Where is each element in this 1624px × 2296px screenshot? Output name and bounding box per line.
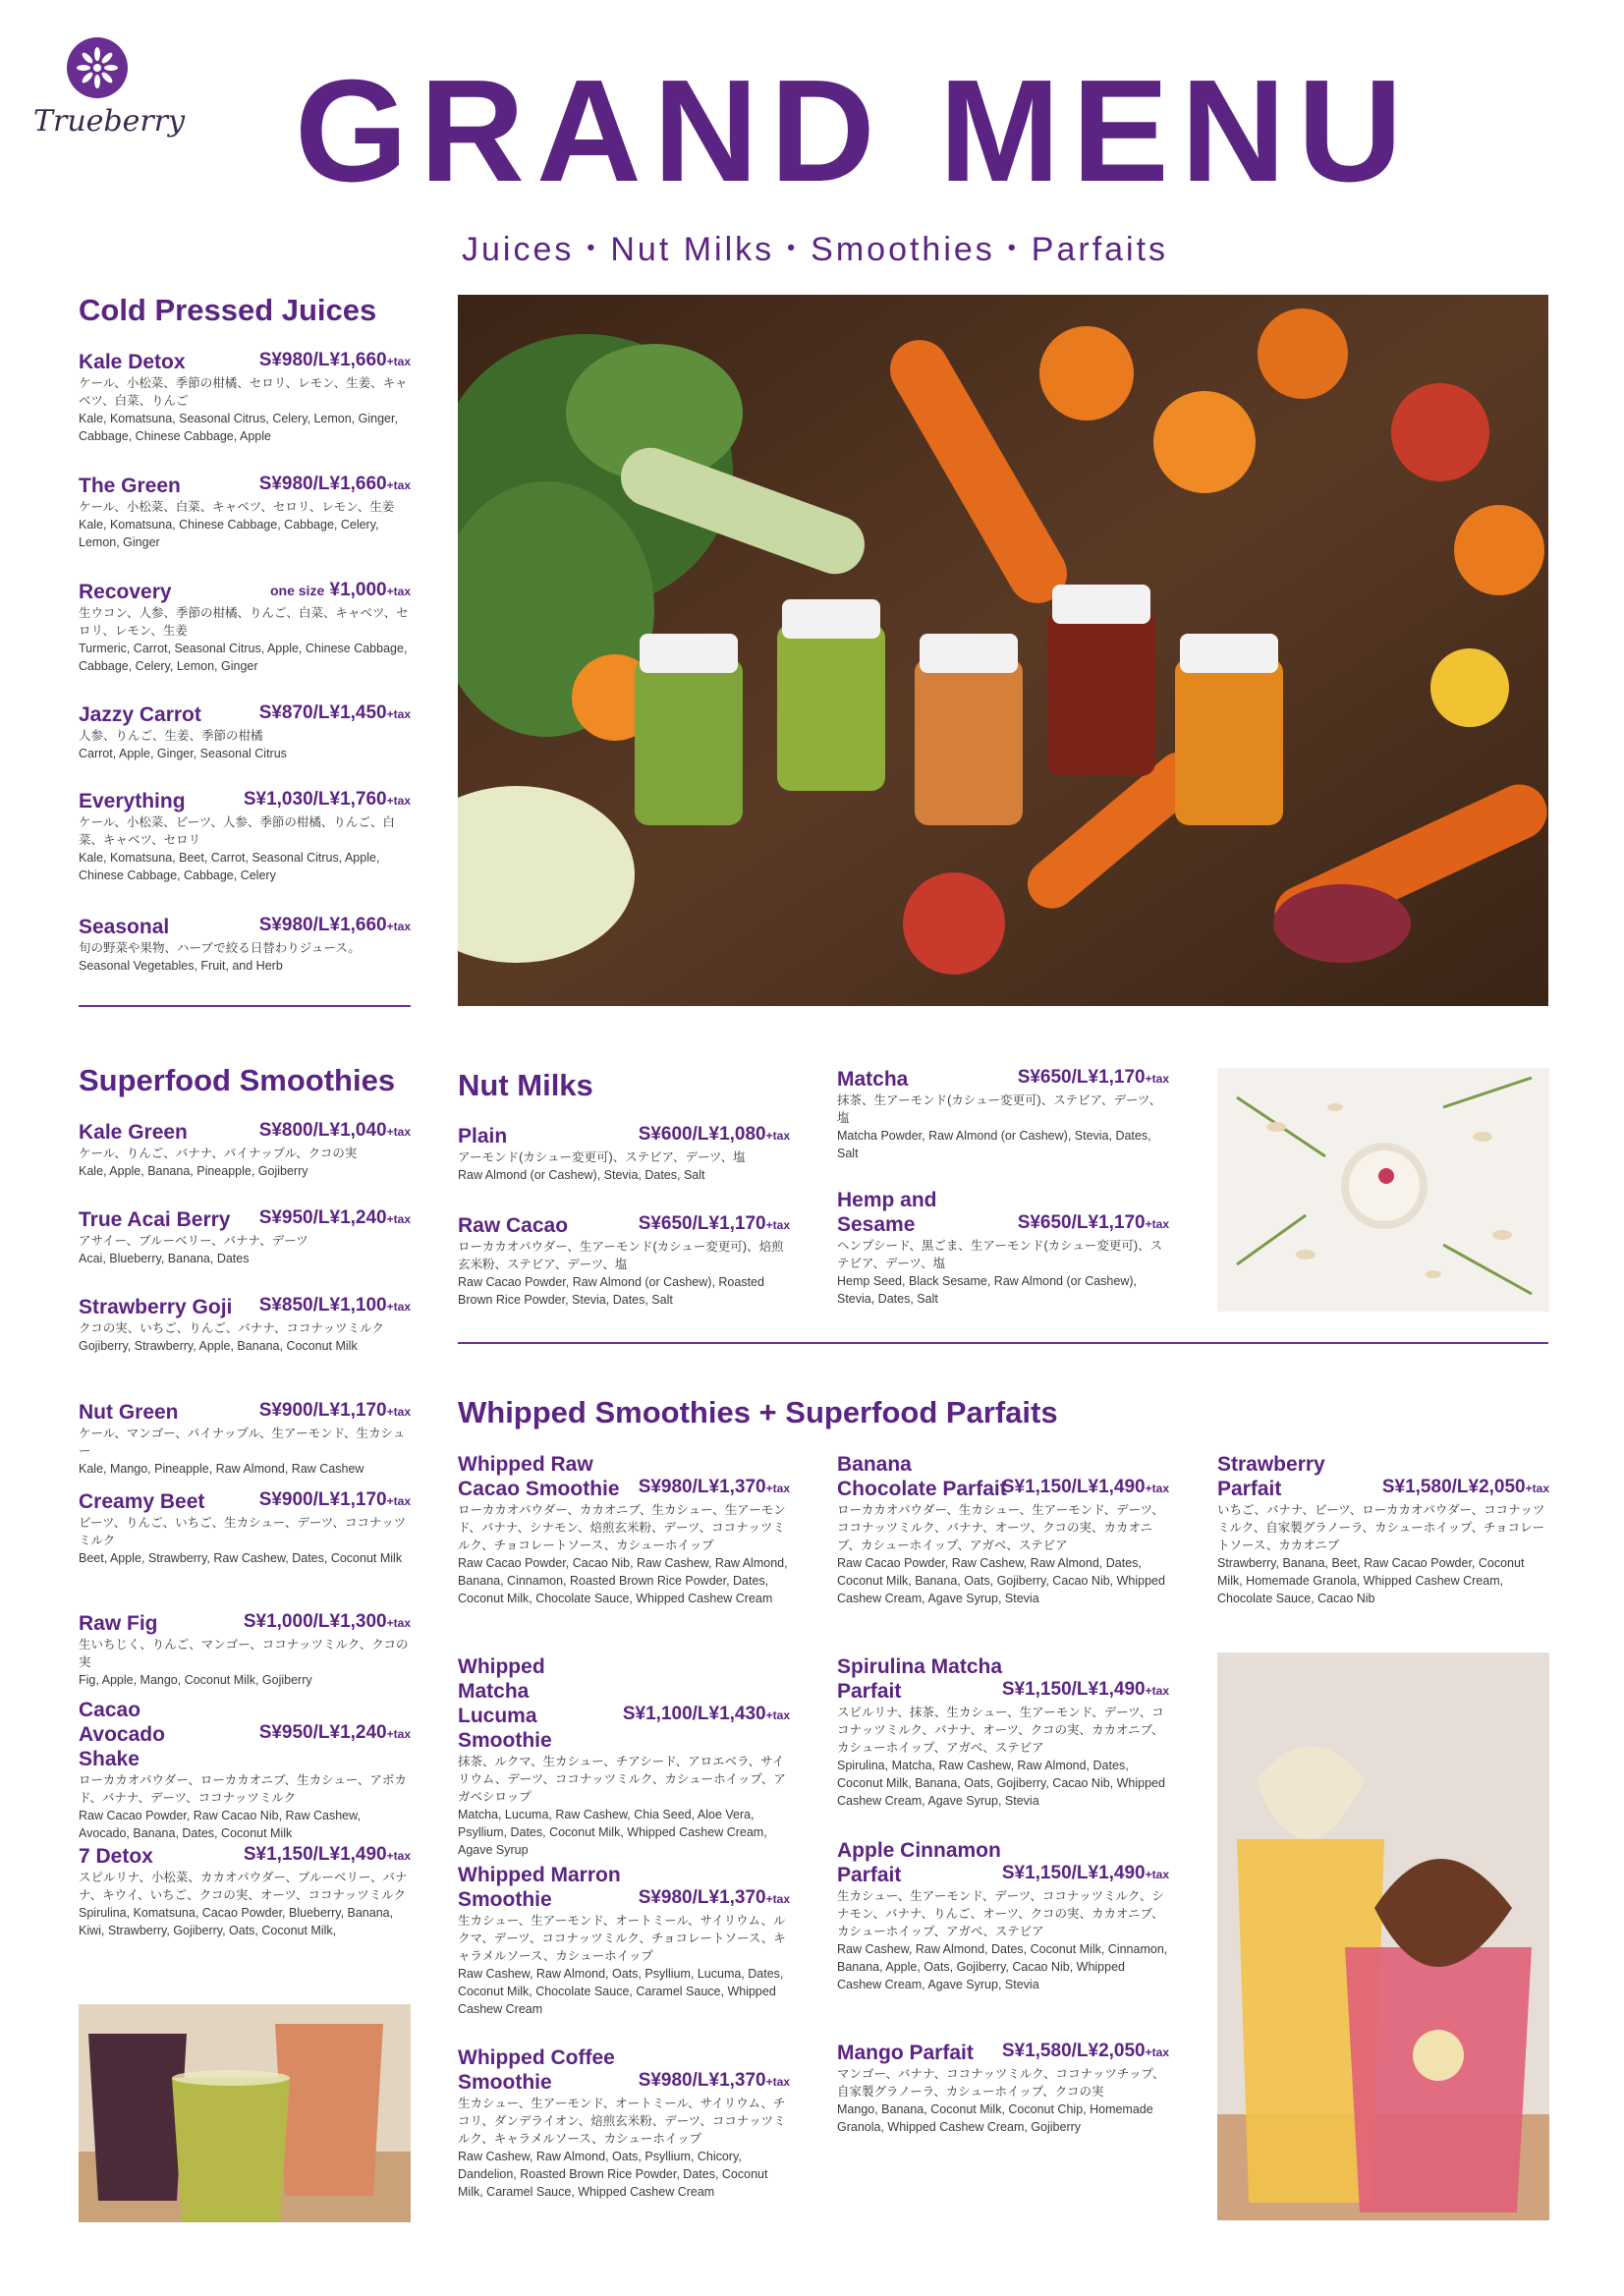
menu-item [79,915,411,975]
item-ingredients-jp: マンゴー、バナナ、ココナッツミルク、ココナッツチップ、自家製グラノーラ、カシューホイップ、クコの実 [837,2067,1165,2099]
item-ingredients-en: Carrot, Apple, Ginger, Seasonal Citrus [79,747,287,760]
item-ingredients-en: Gojiberry, Strawberry, Apple, Banana, Coconut Milk [79,1339,358,1353]
menu-item [79,1844,411,1939]
divider [79,1005,411,1007]
juices-title: Cold Pressed Juices [79,293,377,327]
page-title: GRAND MENU [295,50,1415,212]
item-ingredients-jp: 旬の野菜や果物、ハーブで絞る日替わりジュース。 [79,941,361,955]
whipped-title: Whipped Smoothies + Superfood Parfaits [458,1395,1058,1429]
item-ingredients-en: Raw Cacao Powder, Raw Cacao Nib, Raw Cashew, Avocado, Banana, Dates, Coconut Milk [79,1809,361,1840]
item-price: S¥650/L¥1,170+tax [1017,1067,1169,1088]
item-name: Cacao Avocado Shake [79,1699,165,1770]
item-price: S¥1,150/L¥1,490+tax [1001,1477,1169,1497]
item-ingredients-en: Kale, Apple, Banana, Pineapple, Gojiberry [79,1164,308,1178]
item-ingredients-en: Matcha, Lucuma, Raw Cashew, Chia Seed, Aloe Vera, Psyllium, Dates, Coconut Milk, Whipped Cashew Cream, Agave Syrup [458,1808,767,1857]
item-ingredients-jp: スピルリナ、小松菜、カカオパウダー、ブルーベリー、バナナ、キウイ、いちご、クコの実、オーツ、ココナッツミルク [79,1871,408,1902]
menu-item [837,1452,1169,1607]
menu-item [458,1124,790,1184]
menu-item [79,474,411,551]
item-name: Strawberry Parfait [1217,1453,1325,1500]
menu-item [79,1120,411,1180]
item-ingredients-en: Acai, Blueberry, Banana, Dates [79,1252,250,1265]
item-ingredients-en: Turmeric, Carrot, Seasonal Citrus, Apple, Chinese Cabbage, Cabbage, Celery, Lemon, Ginger [79,642,408,673]
item-price: S¥980/L¥1,660+tax [258,915,411,935]
item-ingredients-jp: ケール、小松菜、白菜、キャベツ、セロリ、レモン、生姜 [79,500,395,514]
menu-item [79,702,411,762]
item-ingredients-en: Beet, Apple, Strawberry, Raw Cashew, Dates, Coconut Milk [79,1551,403,1565]
item-name: Nut Green [79,1401,179,1424]
item-name: Creamy Beet [79,1490,205,1513]
menu-item [458,2045,790,2201]
menu-item [79,1698,411,1842]
item-price: S¥900/L¥1,170+tax [258,1400,411,1421]
item-price: S¥650/L¥1,170+tax [638,1213,790,1234]
item-ingredients-jp: スピルリナ、抹茶、生カシュー、生アーモンド、デーツ、ココナッツミルク、バナナ、オーツ、クコの実、カカオニブ、カシューホイップ、アガベ、ステビア [837,1706,1164,1755]
item-ingredients-jp: ケール、りんご、バナナ、パイナップル、クコの実 [79,1147,358,1160]
item-ingredients-jp: ケール、小松菜、季節の柑橘、セロリ、レモン、生姜、キャベツ、白菜、りんご [79,376,408,408]
item-ingredients-en: Raw Cashew, Raw Almond, Oats, Psyllium, Chicory, Dandelion, Roasted Brown Rice Powder, Dates, Coconut Milk, Caramel Sauce, Whipped Cashew Cream [458,2150,768,2199]
menu-item [837,2041,1169,2136]
item-name: Hemp and Sesame [837,1189,937,1236]
item-name: Everything [79,790,186,812]
item-price: S¥1,150/L¥1,490+tax [243,1844,411,1865]
item-ingredients-jp: ケール、マンゴー、パイナップル、生アーモンド、生カシュー [79,1427,406,1458]
item-ingredients-jp: 生カシュー、生アーモンド、オートミール、サイリウム、チコリ、ダンデライオン、焙煎玄米粉、デーツ、ココナッツミルク、キャラメルソース、カシューホイップ [458,2097,786,2146]
menu-item [458,1452,790,1607]
smoothies-title: Superfood Smoothies [79,1063,396,1097]
item-name: Raw Fig [79,1612,158,1635]
item-ingredients-jp: ケール、小松菜、ビーツ、人参、季節の柑橘、りんご、白菜、キャベツ、セロリ [79,815,395,847]
item-ingredients-jp: 生ウコン、人参、季節の柑橘、りんご、白菜、キャベツ、セロリ、レモン、生姜 [79,606,409,638]
item-name: Matcha [837,1068,909,1091]
item-price: S¥850/L¥1,100+tax [258,1295,411,1316]
item-name: True Acai Berry [79,1208,231,1231]
item-ingredients-jp: 生カシュー、生アーモンド、デーツ、ココナッツミルク、シナモン、バナナ、りんご、オーツ、クコの実、カカオニブ、カシューホイップ、アガベ、ステビア [837,1889,1164,1938]
item-ingredients-jp: ローカカオパウダー、生アーモンド(カシュー変更可)、焙煎玄米粉、ステビア、デーツ、塩 [458,1240,784,1271]
item-name: 7 Detox [79,1845,153,1868]
smoothie-cups-photo [79,2004,411,2222]
menu-item [458,1863,790,2018]
item-price: S¥1,030/L¥1,760+tax [243,789,411,810]
item-name: Kale Detox [79,351,186,373]
item-price: S¥650/L¥1,170+tax [1017,1212,1169,1233]
item-name: Spirulina Matcha Parfait [837,1655,1003,1703]
item-ingredients-jp: ローカカオパウダー、カカオニブ、生カシュー、生アーモンド、バナナ、シナモン、焙煎玄米粉、デーツ、ココナッツミルク、チョコレートソース、カシューホイップ [458,1503,786,1552]
page-subtitle: Juices・Nut Milks・Smoothies・Parfaits [462,231,1169,268]
item-ingredients-jp: アーモンド(カシュー変更可)、ステビア、デーツ、塩 [458,1150,746,1164]
item-name: Raw Cacao [458,1214,569,1237]
item-name: Whipped Raw Cacao Smoothie [458,1453,620,1500]
item-ingredients-jp: いちご、バナナ、ビーツ、ローカカオパウダー、ココナッツミルク、自家製グラノーラ、カシューホイップ、チョコレートソース、カカオニブ [1217,1503,1545,1552]
brand-name: Trueberry [33,104,186,139]
item-price: S¥980/L¥1,370+tax [638,1477,790,1497]
item-price: S¥1,580/L¥2,050+tax [1001,2041,1169,2061]
item-price: S¥980/L¥1,370+tax [638,1887,790,1908]
item-price: S¥800/L¥1,040+tax [258,1120,411,1141]
item-price: S¥900/L¥1,170+tax [258,1489,411,1510]
item-name: Mango Parfait [837,2042,974,2064]
item-ingredients-jp: 抹茶、生アーモンド(カシュー変更可)、ステビア、デーツ、塩 [837,1093,1162,1125]
item-ingredients-jp: ヘンプシード、黒ごま、生アーモンド(カシュー変更可)、ステビア、デーツ、塩 [837,1239,1163,1270]
item-ingredients-en: Raw Cacao Powder, Raw Cashew, Raw Almond, Dates, Coconut Milk, Banana, Oats, Gojiberry, Cacao Nib, Whipped Cashew Cream, Agave Syrup, Stevia [837,1556,1165,1605]
item-ingredients-en: Seasonal Vegetables, Fruit, and Herb [79,959,283,973]
menu-item [79,789,411,884]
menu-item [79,1611,411,1689]
menu-item [458,1654,790,1859]
item-ingredients-jp: ローカカオパウダー、生カシュー、生アーモンド、デーツ、ココナッツミルク、バナナ、オーツ、クコの実、カカオニブ、カシューホイップ、アガベ、ステビア [837,1503,1164,1552]
item-ingredients-en: Raw Cashew, Raw Almond, Oats, Psyllium, Lucuma, Dates, Coconut Milk, Chocolate Sauce, Caramel Sauce, Whipped Cashew Cream [458,1967,784,2016]
item-ingredients-en: Strawberry, Banana, Beet, Raw Cacao Powder, Coconut Milk, Homemade Granola, Whipped Cashew Cream, Chocolate Sauce, Cacao Nib [1217,1556,1525,1605]
menu-item [458,1213,790,1309]
item-ingredients-en: Mango, Banana, Coconut Milk, Coconut Chip, Homemade Granola, Whipped Cashew Cream, Gojiberry [837,2102,1153,2134]
nut-milk-photo [1217,1068,1549,1312]
juice-bottles-photo [458,295,1548,1006]
item-price: S¥950/L¥1,240+tax [258,1722,411,1743]
item-ingredients-jp: 生カシュー、生アーモンド、オートミール、サイリウム、ルクマ、デーツ、ココナッツミルク、チョコレートソース、キャラメルソース、カシューホイップ [458,1914,786,1963]
divider [458,1342,1548,1344]
item-name: Strawberry Goji [79,1296,233,1318]
item-ingredients-en: Hemp Seed, Black Sesame, Raw Almond (or Cashew), Stevia, Dates, Salt [837,1274,1137,1306]
nutmilks-title: Nut Milks [458,1068,593,1102]
item-price: S¥950/L¥1,240+tax [258,1207,411,1228]
brand-logo [33,37,186,139]
item-name: Jazzy Carrot [79,703,201,726]
item-ingredients-en: Matcha Powder, Raw Almond (or Cashew), Stevia, Dates, Salt [837,1129,1151,1160]
item-name: Apple Cinnamon Parfait [837,1839,1001,1886]
item-ingredients-jp: ローカカオパウダー、ローカカオニブ、生カシュー、アボカド、バナナ、デーツ、ココナッツミルク [79,1773,407,1805]
flower-icon [67,37,128,98]
item-name: Recovery [79,581,172,603]
menu-item [79,1207,411,1267]
item-name: The Green [79,475,181,497]
item-ingredients-jp: ビーツ、りんご、いちご、生カシュー、デーツ、ココナッツミルク [79,1516,407,1547]
item-price: S¥870/L¥1,450+tax [258,702,411,723]
item-ingredients-jp: 生いちじく、りんご、マンゴー、ココナッツミルク、クコの実 [79,1638,409,1669]
item-name: Whipped Coffee Smoothie [458,2046,615,2094]
menu-item [79,1400,411,1478]
menu-item [79,1489,411,1567]
item-ingredients-jp: 抹茶、ルクマ、生カシュー、チアシード、アロエベラ、サイリウム、デーツ、ココナッツミルク、カシューホイップ、アガベシロップ [458,1755,786,1804]
item-price: S¥980/L¥1,660+tax [258,350,411,370]
item-name: Banana Chocolate Parfait [837,1453,1007,1500]
item-ingredients-en: Spirulina, Komatsuna, Cacao Powder, Blueberry, Banana, Kiwi, Strawberry, Gojiberry, Oats, Coconut Milk, [79,1906,394,1937]
menu-item [837,1067,1169,1162]
item-name: Seasonal [79,916,170,938]
item-ingredients-en: Fig, Apple, Mango, Coconut Milk, Gojiberry [79,1673,312,1687]
item-name: Plain [458,1125,508,1148]
item-ingredients-jp: 人参、りんご、生姜、季節の柑橘 [79,729,263,743]
item-ingredients-en: Raw Cacao Powder, Cacao Nib, Raw Cashew, Raw Almond, Banana, Cinnamon, Roasted Brown Rice Powder, Dates, Coconut Milk, Chocolate Sauce, Whipped Cashew Cream [458,1556,788,1605]
menu-item [79,580,411,675]
item-ingredients-jp: クコの実、いちご、りんご、バナナ、ココナッツミルク [79,1321,384,1335]
menu-item [79,1295,411,1355]
parfait-photo [1217,1652,1549,2220]
item-name: Kale Green [79,1121,188,1144]
item-ingredients-en: Raw Almond (or Cashew), Stevia, Dates, Salt [458,1168,705,1182]
item-ingredients-en: Kale, Mango, Pineapple, Raw Almond, Raw Cashew [79,1462,364,1476]
menu-item [79,350,411,445]
item-price: S¥600/L¥1,080+tax [638,1124,790,1145]
item-ingredients-jp: アサイー、ブルーベリー、バナナ、デーツ [79,1234,308,1248]
item-name: Whipped Matcha Lucuma Smoothie [458,1655,552,1752]
item-ingredients-en: Spirulina, Matcha, Raw Cashew, Raw Almond, Dates, Coconut Milk, Banana, Oats, Gojiberry, Cacao Nib, Whipped Cashew Cream, Agave Syrup, Stevia [837,1759,1165,1808]
item-ingredients-en: Kale, Komatsuna, Chinese Cabbage, Cabbage, Celery, Lemon, Ginger [79,518,379,549]
item-price: S¥1,000/L¥1,300+tax [243,1611,411,1632]
item-ingredients-en: Raw Cacao Powder, Raw Almond (or Cashew), Roasted Brown Rice Powder, Stevia, Dates, Salt [458,1275,764,1307]
item-name: Whipped Marron Smoothie [458,1864,621,1911]
menu-item [1217,1452,1549,1607]
item-price: one size ¥1,000+tax [269,580,411,600]
item-price: S¥1,100/L¥1,430+tax [622,1704,790,1724]
menu-item [837,1188,1169,1308]
item-price: S¥980/L¥1,370+tax [638,2070,790,2091]
item-price: S¥1,150/L¥1,490+tax [1001,1679,1169,1700]
item-ingredients-en: Kale, Komatsuna, Seasonal Citrus, Celery, Lemon, Ginger, Cabbage, Chinese Cabbage, Apple [79,412,398,443]
menu-item [837,1838,1169,1993]
item-price: S¥1,580/L¥2,050+tax [1381,1477,1549,1497]
item-ingredients-en: Raw Cashew, Raw Almond, Dates, Coconut Milk, Cinnamon, Banana, Apple, Oats, Gojiberry, Cacao Nib, Whipped Cashew Cream, Agave Syrup, Stevia [837,1942,1168,1991]
item-price: S¥1,150/L¥1,490+tax [1001,1863,1169,1883]
item-ingredients-en: Kale, Komatsuna, Beet, Carrot, Seasonal Citrus, Apple, Chinese Cabbage, Cabbage, Celery [79,851,380,882]
item-price: S¥980/L¥1,660+tax [258,474,411,494]
menu-item [837,1654,1169,1810]
